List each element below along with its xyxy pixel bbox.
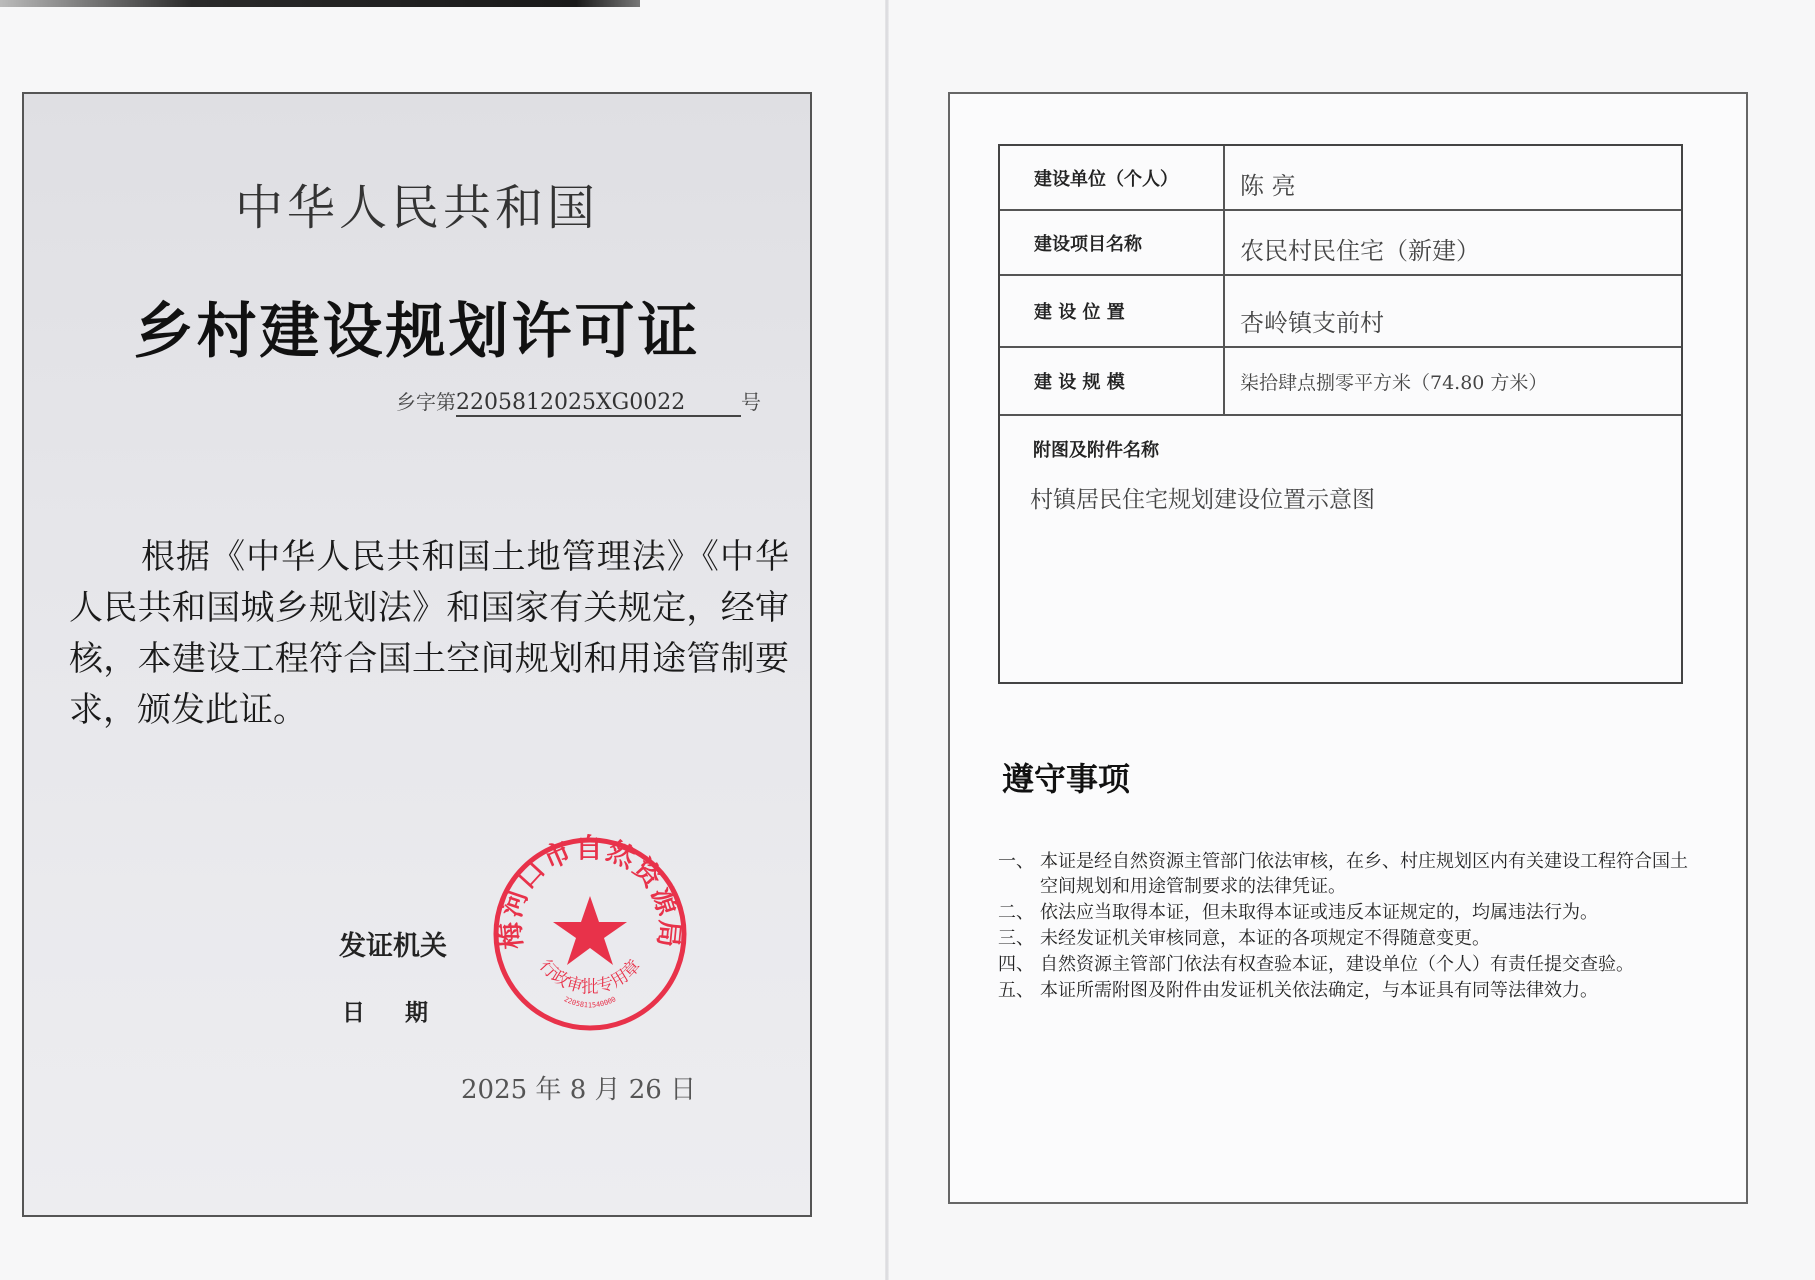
certificate-cover-page (22, 92, 812, 1217)
list-item (998, 926, 1688, 951)
row-label: 建设单位（个人） (1000, 146, 1225, 209)
note-text: 自然资源主管部门依法有权查验本证，建设单位（个人）有责任提交查验。 (1040, 954, 1634, 975)
project-info-table (998, 144, 1683, 684)
number-prefix: 乡字第 (396, 390, 456, 414)
note-text: 未经发证机关审核同意，本证的各项规定不得随意变更。 (1040, 928, 1490, 949)
row-label: 建 设 规 模 (1000, 348, 1225, 414)
note-text: 依法应当取得本证，但未取得本证或违反本证规定的，均属违法行为。 (1040, 902, 1598, 923)
photo-edge-strip (0, 0, 640, 7)
note-index: 五、 (998, 980, 1034, 1001)
list-item (998, 952, 1688, 977)
issuer-label: 发证机关 (339, 931, 447, 962)
attachment-label: 附图及附件名称 (1033, 440, 1159, 461)
number-suffix: 号 (741, 390, 761, 414)
seal-code-text: 2205811540000 (562, 995, 618, 1010)
seal-top-text: 梅河口市自然资源局 (495, 834, 685, 951)
row-label: 建 设 位 置 (1000, 276, 1225, 346)
seal-bottom-text: 行政审批专用章 (535, 956, 645, 998)
certificate-number (396, 386, 761, 417)
number-value: 2205812025XG0022 (456, 390, 741, 417)
note-index: 一、 (998, 851, 1034, 872)
list-item (998, 849, 1688, 899)
row-value: 柒拾肆点捌零平方米（74.80 方米） (1240, 371, 1548, 394)
table-row (1000, 146, 1681, 211)
note-index: 四、 (998, 954, 1034, 975)
certificate-detail-page (948, 92, 1748, 1204)
note-index: 二、 (998, 902, 1034, 923)
list-item (998, 900, 1688, 925)
star-icon (553, 896, 627, 965)
certificate-title: 乡村建设规划许可证 (133, 297, 701, 367)
table-row (1000, 211, 1681, 276)
country-name: 中华人民共和国 (234, 180, 599, 236)
row-value: 陈 亮 (1240, 172, 1296, 200)
note-index: 三、 (998, 928, 1034, 949)
list-item (998, 978, 1688, 1003)
official-seal (490, 834, 690, 1034)
date-label: 日期 (342, 1000, 468, 1026)
note-text: 本证是经自然资源主管部门依法审核，在乡、村庄规划区内有关建设工程符合国土空间规划和用途管制要求的法律凭证。 (1040, 851, 1688, 897)
table-row (1000, 276, 1681, 348)
table-row (1000, 348, 1681, 416)
notes-list (998, 849, 1688, 1004)
page-fold (885, 0, 889, 1280)
certificate-body: 根据《中华人民共和国土地管理法》《中华人民共和国城乡规划法》和国家有关规定，经审核，本建设工程符合国土空间规划和用途管制要求，颁发此证。 (69, 537, 789, 730)
issue-date: 2025 年 8 月 26 日 (461, 1075, 697, 1105)
row-value: 杏岭镇支前村 (1240, 309, 1384, 337)
notes-title: 遵守事项 (1002, 760, 1131, 798)
row-value: 农民村民住宅（新建） (1240, 237, 1480, 265)
note-text: 本证所需附图及附件由发证机关依法确定，与本证具有同等法律效力。 (1040, 980, 1598, 1001)
attachment-value: 村镇居民住宅规划建设位置示意图 (1030, 487, 1375, 513)
row-label: 建设项目名称 (1000, 211, 1225, 274)
